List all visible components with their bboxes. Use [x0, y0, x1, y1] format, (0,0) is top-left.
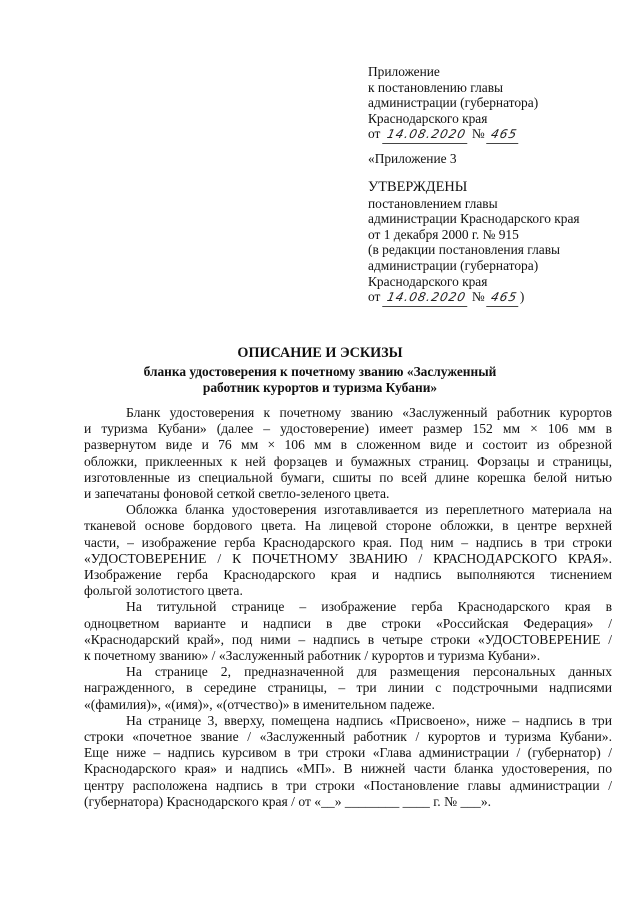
paragraph-line: На странице 3, вверху, помещена надпись «Присвоено», ниже – надпись в три — [126, 712, 612, 728]
paragraph-line: На титульной странице – изображение герба Краснодарского края в — [126, 599, 612, 615]
paragraph-line: «(фамилия)», «(имя)», «(отчество)» в именительном падеже. — [84, 696, 435, 712]
appendix-line: администрации (губернатора) — [368, 95, 539, 111]
paragraph-line: и запечатаны фоновой сеткой светло-зеленого цвета. — [84, 486, 390, 502]
approval-line: от 1 декабря 2000 г. № 915 — [368, 226, 519, 242]
handwritten-date: 14.08.2020 — [382, 290, 470, 307]
paragraph-line: и туризма Кубани» (далее – удостоверение) имеет размер 152 мм × 106 мм в — [84, 421, 612, 437]
paragraph-line: тканевой основе бордового цвета. На лицевой стороне обложки, в центре верхней — [84, 518, 612, 534]
approval-date-line — [368, 289, 630, 307]
paragraph-line: На странице 2, предназначенной для размещения персональных данных — [126, 664, 612, 680]
approval-heading: УТВЕРЖДЕНЫ — [368, 179, 468, 195]
appendix-line: Краснодарского края — [368, 110, 488, 126]
document-subtitle-line2: работник курортов и туризма Кубани» — [202, 380, 438, 395]
approval-line: Краснодарского края — [368, 273, 488, 289]
date-prefix: от — [368, 289, 381, 305]
handwritten-number: 465 — [486, 127, 521, 144]
paragraph-line: (губернатора) Краснодарского края / от «__» ________ ____ г. № ___». — [84, 793, 492, 809]
paragraph-line: награжденного, в середине страницы, – три линии с подстрочными надписями — [84, 680, 612, 696]
body-paragraph — [84, 405, 612, 502]
paragraph-line: Изображение герба Краснодарского края и надпись выполняются тиснением — [84, 567, 612, 583]
paragraph-line: развернутом виде и 76 мм × 106 мм в сложенном виде и состоит из обрезной — [84, 437, 612, 453]
approval-line: администрации (губернатора) — [368, 257, 539, 273]
number-sign: № — [471, 289, 485, 305]
appendix-header — [368, 64, 630, 144]
appendix-date-line — [368, 126, 630, 144]
paragraph-line: части, – изображение герба Краснодарского края. Под ним – надпись в три строки — [84, 534, 612, 550]
handwritten-date: 14.08.2020 — [382, 127, 470, 144]
body-paragraph — [84, 713, 612, 810]
date-prefix: от — [368, 126, 381, 142]
closing-paren: ) — [519, 289, 525, 305]
body-paragraph — [84, 664, 612, 713]
paragraph-line: строки «почетное звание / «Заслуженный работник / курортов и туризма Кубани». — [84, 729, 612, 745]
paragraph-line: к почетному званию» / «Заслуженный работник / курортов и туризма Кубани». — [84, 648, 541, 664]
paragraph-line: Бланк удостоверения к почетному званию «Заслуженный работник курортов — [126, 405, 612, 420]
appendix-3-label — [368, 151, 630, 167]
paragraph-line: Краснодарского края» и надпись «МП». В нижней части бланка удостоверения, по — [84, 761, 612, 777]
approval-line: постановлением главы — [368, 195, 498, 211]
document-title: ОПИСАНИЕ И ЭСКИЗЫ — [237, 345, 403, 361]
paragraph-line: центру расположена надпись в три строки «Постановление главы администрации / — [84, 777, 612, 793]
body-paragraph — [84, 599, 612, 664]
approval-block — [368, 180, 630, 307]
appendix-line: к постановлению главы — [368, 79, 504, 95]
paragraph-line: обложки, приклеенных к ней форзацев и бумажных страниц. Форзацы и страницы, — [84, 453, 612, 469]
document-body — [84, 405, 612, 810]
paragraph-line: одноцветном варианте и надписи в две строки «Российская Федерация» / — [84, 615, 612, 631]
body-paragraph — [84, 502, 612, 599]
paragraph-line: «УДОСТОВЕРЕНИЕ / К ПОЧЕТНОМУ ЗВАНИЮ / КРАСНОДАРСКОГО КРАЯ». — [84, 550, 612, 566]
paragraph-line: «Краснодарский край», под ними – надпись в четыре строки «УДОСТОВЕРЕНИЕ / — [84, 631, 612, 647]
paragraph-line: Еще ниже – надпись курсивом в три строки «Глава администрации / (губернатор) / — [84, 745, 612, 761]
number-sign: № — [471, 126, 485, 142]
appendix-line: Приложение — [368, 64, 440, 79]
paragraph-line: Обложка бланка удостоверения изготавливается из переплетного материала на — [126, 502, 612, 518]
handwritten-number: 465 — [486, 290, 521, 307]
paragraph-line: фольгой золотистого цвета. — [84, 583, 243, 599]
approval-line: (в редакции постановления главы — [368, 242, 561, 258]
paragraph-line: изготовленные из специальной бумаги, сшиты по всей длине корешка белой нитью — [84, 469, 612, 485]
approval-line: администрации Краснодарского края — [368, 211, 580, 227]
appendix-3-text: «Приложение 3 — [368, 151, 457, 166]
document-subtitle-line1: бланка удостоверения к почетному званию «Заслуженный — [143, 364, 497, 379]
